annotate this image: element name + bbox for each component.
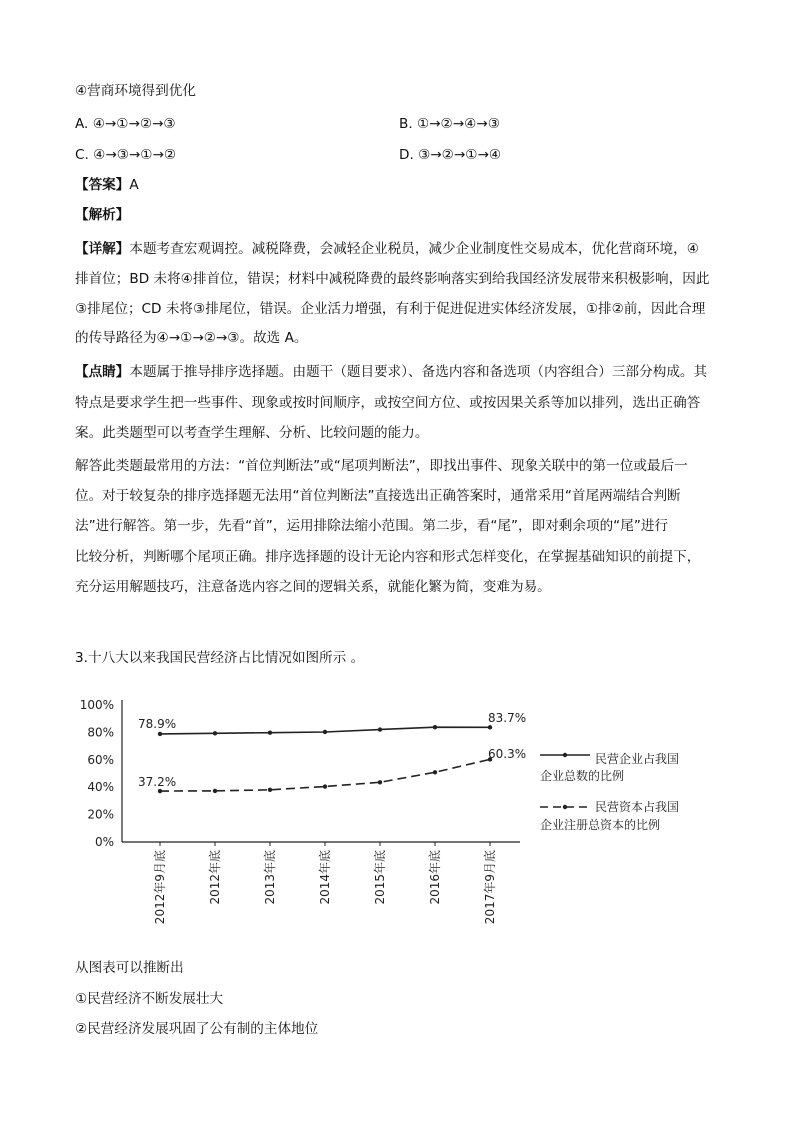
detail-line-1	[75, 239, 699, 259]
label-enterprise-start: 78.9%	[138, 717, 177, 731]
enterprise-share-point	[488, 725, 492, 729]
choice-d[interactable]: D. ③→②→①→④	[399, 147, 502, 163]
legend	[540, 751, 679, 832]
data-points	[158, 725, 492, 793]
comment-line-3: 案。此类题型可以考查学生理解、分析、比较问题的能力。	[75, 425, 429, 441]
choice-a[interactable]: A. ④→①→②→③	[75, 116, 176, 132]
capital-share-point	[323, 784, 327, 788]
comment-tag: 【点睛】	[75, 364, 130, 380]
label-capital-end: 60.3%	[488, 747, 527, 761]
comment-line-6: 法”进行解答。第一步，先看“首”，运用排除法缩小范围。第二步，看“尾”，即对剩余项的“尾”进行	[75, 518, 669, 534]
capital-share-point	[433, 770, 437, 774]
inference-item-2: ②民营经济发展巩固了公有制的主体地位	[75, 1021, 319, 1037]
enterprise-share-point	[433, 725, 437, 729]
comment-line-1	[75, 362, 707, 382]
capital-share-point	[378, 780, 382, 784]
enterprise-share-point	[323, 730, 327, 734]
x-tick-label: 2015年底	[373, 850, 387, 905]
y-tick-label: 20%	[87, 807, 114, 822]
x-tick-label: 2012年9月底	[153, 850, 167, 925]
comment-line-7: 比较分析，判断哪个尾项正确。排序选择题的设计无论内容和形式怎样变化，在掌握基础知识的前提下，	[75, 549, 701, 565]
capital-share-point	[268, 788, 272, 792]
legend-dashed-marker	[563, 805, 567, 809]
y-tick-label: 60%	[87, 752, 114, 767]
capital-share-point	[213, 789, 217, 793]
comment-line-4: 解答此类题最常用的方法：“首位判断法”或“尾项判断法”，即找出事件、现象关联中的第一位或最后一	[75, 458, 688, 474]
enterprise-share-point	[268, 730, 272, 734]
x-tick-label: 2014年底	[318, 850, 332, 905]
answer-value: A	[129, 177, 139, 193]
y-tick-label: 100%	[79, 698, 114, 712]
chart-question-prompt: 从图表可以推断出	[75, 960, 184, 976]
enterprise-share-point	[378, 727, 382, 731]
comment-text-1: 本题属于推导排序选择题。由题干（题目要求）、备选内容和备选项（内容组合）三部分构成。其	[129, 364, 708, 380]
detail-line-4: 的传导路径为④→①→②→③。故选 A。	[75, 330, 308, 346]
question-3-stem: 3.十八大以来我国民营经济占比情况如图所示 。	[75, 650, 365, 666]
choice-b[interactable]: B. ①→②→④→③	[399, 116, 500, 132]
choice-c[interactable]: C. ④→③→①→②	[75, 147, 177, 163]
comment-line-2: 特点是要求学生把一些事件、现象或按时间顺序，或按空间方位、或按因果关系等加以排列，选出正确答	[75, 395, 701, 411]
detail-text-1: 本题考查宏观调控。减税降费，会减轻企业税员，减少企业制度性交易成本，优化营商环境，④	[129, 241, 699, 257]
x-tick-label: 2013年底	[263, 850, 277, 905]
comment-line-8: 充分运用解题技巧，注意备选内容之间的逻辑关系，就能化繁为简，变难为易。	[75, 579, 551, 595]
data-labels	[138, 711, 526, 789]
answer-tag: 【答案】	[75, 177, 130, 193]
y-axis-ticks	[80, 698, 114, 849]
label-enterprise-end: 83.7%	[488, 711, 527, 725]
capital-share-point	[158, 789, 162, 793]
x-tick-label: 2016年底	[428, 850, 442, 905]
detail-line-3: ③排尾位；CD 未将③排尾位，错误。企业活力增强，有利于促进促进实体经济发展，①排②前，因此合理	[75, 301, 706, 317]
comment-line-5: 位。对于较复杂的排序选择题无法用“首位判断法”直接选出正确答案时，通常采用“首尾两端结合判断	[75, 488, 681, 504]
enterprise-share-point	[213, 731, 217, 735]
legend-solid-marker	[563, 753, 567, 757]
detail-tag: 【详解】	[75, 241, 130, 257]
legend-solid-line-2: 企业总数的比例	[540, 769, 625, 783]
legend-dashed-line-1: 民营资本占我国	[595, 800, 680, 814]
y-tick-label: 80%	[87, 725, 114, 740]
private-economy-line-chart	[60, 680, 700, 945]
inference-item-1: ①民营经济不断发展壮大	[75, 991, 224, 1007]
label-capital-start: 37.2%	[138, 775, 177, 789]
y-tick-label: 0%	[94, 835, 114, 849]
analysis-tag: 【解析】	[75, 207, 130, 223]
x-axis-ticks	[152, 842, 497, 924]
option-4-text: ④营商环境得到优化	[75, 83, 196, 99]
x-tick-label: 2017年9月底	[483, 850, 497, 925]
answer-line	[75, 175, 139, 195]
detail-line-2: 排首位；BD 未将④排首位，错误；材料中减税降费的最终影响落实到给我国经济发展带来积极影响，因此	[75, 271, 710, 287]
y-tick-label: 40%	[87, 780, 114, 795]
legend-dashed-line-2: 企业注册总资本的比例	[540, 818, 661, 832]
legend-solid-line-1: 民营企业占我国	[595, 752, 680, 766]
enterprise-share-point	[158, 732, 162, 736]
x-tick-label: 2012年底	[208, 850, 222, 905]
